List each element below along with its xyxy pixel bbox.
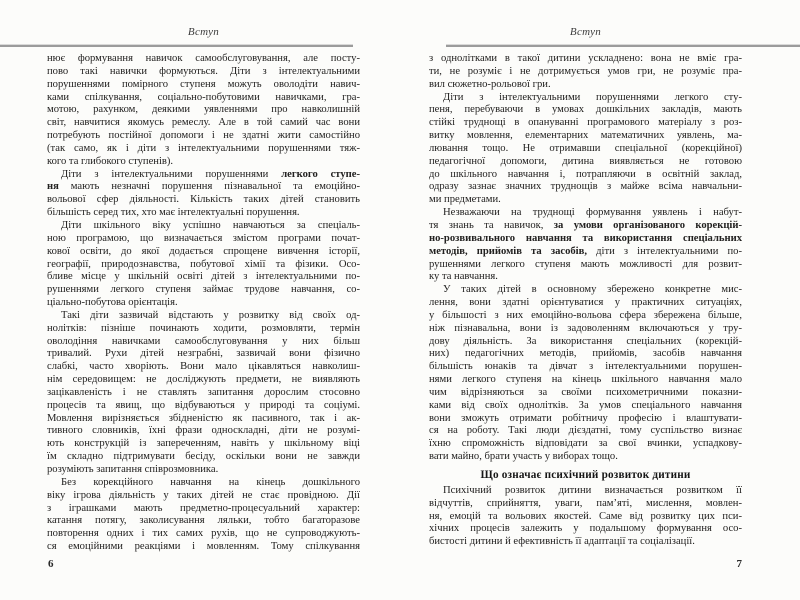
text-line: бливе місце у шкільній освіті дітей з інтелектуальними по-: [47, 271, 360, 283]
text-line: оволодіння навичками самообслуговування у них більш: [47, 335, 360, 347]
text-line: методів, прийомів та засобів, діти з інтелектуальними по-: [429, 245, 742, 257]
text-line: світ, навчитися якомусь ремеслу. Але в той самий час вони: [47, 117, 360, 129]
text-line: нолітків: пізніше починають ходити, розмовляти, термін: [47, 322, 360, 334]
text-line: но-розвивального навчання та використання спеціальних: [429, 232, 742, 244]
text-line: кової освіти, до якої додається спрощене вивчення історії,: [47, 245, 360, 257]
text-line: катання потягу, заколисування ляльки, тобто багаторазове: [47, 515, 360, 527]
text-line: тивного словників, їхні фрази односкладні, діти не розумі-: [47, 425, 360, 437]
text-line: ціально-побутова орієнтація.: [47, 297, 178, 309]
text-line: тривалий. Рухи дітей незграбні, зазвичай вони фізично: [47, 348, 360, 360]
text-line: у більшості з них емоційно-вольова сфера збережена більше,: [429, 309, 742, 321]
text-line: ня, емоцій та вольових якостей. Саме від розвитку цих пси-: [429, 510, 742, 522]
text-line: географії, природознавства, побутової хімії та фізики. Осо-: [47, 258, 360, 270]
text-line: вил сюжетно-рольової гри.: [429, 78, 551, 90]
text-line: Діти з інтелектуальними порушеннями легкого сту-: [443, 91, 742, 103]
text-line: порушеннями помірного ступеня можуть оволодіти навич-: [47, 78, 360, 90]
running-header-left: Вступ: [187, 26, 220, 38]
text-line: хічних процесів залежить у подальшому формування осо-: [429, 523, 742, 535]
text-line: їхню спроможність відповідати за свої вчинки, успадкову-: [429, 438, 742, 450]
text-line: лення, вони здатні орієнтуватися у практичних ситуаціях,: [429, 297, 742, 309]
page-number-right: 7: [736, 558, 742, 570]
text-line: витку мовлення, елементарних математичних уявлень, ма-: [429, 130, 742, 142]
text-line: тя знань та навичок, за умови організованого корекцій-: [429, 219, 742, 231]
text-line: Такі діти зазвичай відстають у розвитку від своїх од-: [61, 309, 360, 321]
text-line: рушеннями легкого ступеня займає трудове навчання, со-: [47, 284, 360, 296]
text-line: з однолітками в такої дитини ускладнено: вона не вміє гра-: [429, 53, 742, 64]
text-line: розуміють запитання співрозмовника.: [47, 464, 219, 475]
text-line: відчуттів, сприйняття, уваги, пам’яті, мислення, мовлен-: [429, 497, 742, 509]
text-line: нім середовищем: не досліджують предмети, не виявляють: [47, 374, 360, 386]
text-line: Діти шкільного віку успішно навчаються за спеціаль-: [61, 219, 360, 231]
text-line: процесів та явищ, що відбуваються у природі та соціумі.: [47, 399, 360, 411]
text-line: ня мають незначні порушення пізнавальної та емоційно-: [47, 181, 360, 193]
text-line: вольової сфер діяльності. Кількість таких дітей становить: [47, 194, 360, 206]
header-rule-right: [446, 44, 800, 47]
text-line: ками від своїх однолітків. За умов спеціального навчання: [429, 399, 742, 411]
text-line: одразу зазнає значних труднощів з майже всіма навчальни-: [429, 181, 742, 193]
text-line: більшість юнаків та дівчат з інтелектуальними порушен-: [429, 361, 742, 373]
text-line: них) педагогічних методів, прийомів, засобів навчання: [429, 348, 742, 360]
text-line: У таких дітей в основному збережено конкретне мис-: [443, 284, 742, 296]
text-line: Незважаючи на труднощі формування уявлень і набут-: [443, 207, 742, 219]
running-header-right: Вступ: [569, 26, 602, 38]
text-line: (так само, як і діти з інтелектуальними порушеннями тяж-: [47, 142, 360, 154]
text-line: ють конструкцій із запереченням, навіть у шкільному віці: [47, 438, 360, 450]
text-line: потребують постійної допомоги і не здатні жити самостійно: [47, 130, 360, 142]
text-line: Без корекційного навчання на кінець дошкільного: [61, 476, 360, 488]
text-line: мотою, рахунком, деякими уявленнями про навколишній: [47, 104, 360, 116]
text-line: до шкільного навчання і, потрапляючи в освітній заклад,: [429, 168, 742, 180]
text-line: нями легкого ступеня на кінець шкільного навчання мало: [429, 374, 742, 386]
text-line: Психічний розвиток дитини визначається розвитком її: [443, 484, 742, 496]
text-line: ку та навчання.: [429, 271, 498, 283]
text-line: Мовлення вирізняється збідненістю як пасивного, так і ак-: [47, 412, 360, 424]
text-block-right: [429, 53, 742, 549]
text-line: віку ігрова діяльність у таких дітей не стає провідною. Дії: [47, 489, 360, 501]
text-line: вати майно, брати участь у виборах тощо.: [429, 451, 618, 463]
text-line: стійкі труднощі в опануванні програмового матеріалу з роз-: [429, 117, 742, 129]
text-line: бистості дитини й ефективність її адаптації та соціалізації.: [429, 536, 695, 548]
page-number-left: 6: [48, 558, 54, 570]
text-line: кого та глибокого ступенів).: [47, 155, 174, 167]
text-line: педагогічної допомоги, дитина виявляється не готовою: [429, 155, 742, 167]
text-line: Діти з інтелектуальними порушеннями легкого ступе-: [61, 168, 360, 180]
text-line: повторення одних і тих самих рухів, що не супроводжують-: [47, 528, 360, 540]
text-line: вони зможуть отримати робітничу професію і влаштувати-: [429, 412, 742, 424]
text-line: дову діяльність. За використання спеціальних (корекцій-: [429, 335, 742, 347]
text-block-left: [47, 53, 360, 554]
section-heading: Що означає психічний розвиток дитини: [480, 469, 691, 481]
text-line: більшість серед тих, хто має інтелектуальні порушення.: [47, 207, 300, 219]
text-line: чим відрізняються за своїми психометричними показни-: [429, 386, 742, 398]
text-line: пово такі навички формуються. Діти з інтелектуальними: [47, 65, 360, 77]
text-line: нює формування навичок самообслуговування, але посту-: [47, 53, 360, 64]
text-line: рушеннями легкого ступеня мають можливості для розвит-: [429, 258, 742, 270]
text-line: їм складно підтримувати бесіду, оскільки вони не завжди: [47, 451, 360, 463]
text-line: ною програмою, що визначається змістом програми почат-: [47, 232, 360, 244]
text-line: ти, не розуміє і не дотримується умов гри, не розуміє пра-: [429, 65, 742, 77]
text-line: ся емоційними реакціями і мовленням. Тому спілкування: [47, 541, 360, 553]
text-line: слабкі, часто хворіють. Вони мало цікавляться навколиш-: [47, 361, 360, 373]
text-line: ми предметами.: [429, 194, 501, 206]
text-line: з іграшками мають предметно-процесуальний характер:: [47, 502, 360, 514]
text-line: ками спілкування, соціально-побутовими навичками, гра-: [47, 91, 360, 103]
text-line: ніж пізнавальна, вони із задоволенням включаються у тру-: [429, 322, 742, 334]
text-line: ся на роботу. Такі люди дієздатні, тому суспільство визнає: [429, 425, 742, 437]
text-line: зацікавленість і не ставлять запитання дорослим стосовно: [47, 386, 360, 398]
text-line: лювання тощо. Не отримавши спеціальної (корекційної): [429, 142, 742, 154]
text-line: пеня, перебуваючи в умовах дошкільних закладів, мають: [429, 104, 742, 116]
header-rule-left: [0, 44, 353, 47]
